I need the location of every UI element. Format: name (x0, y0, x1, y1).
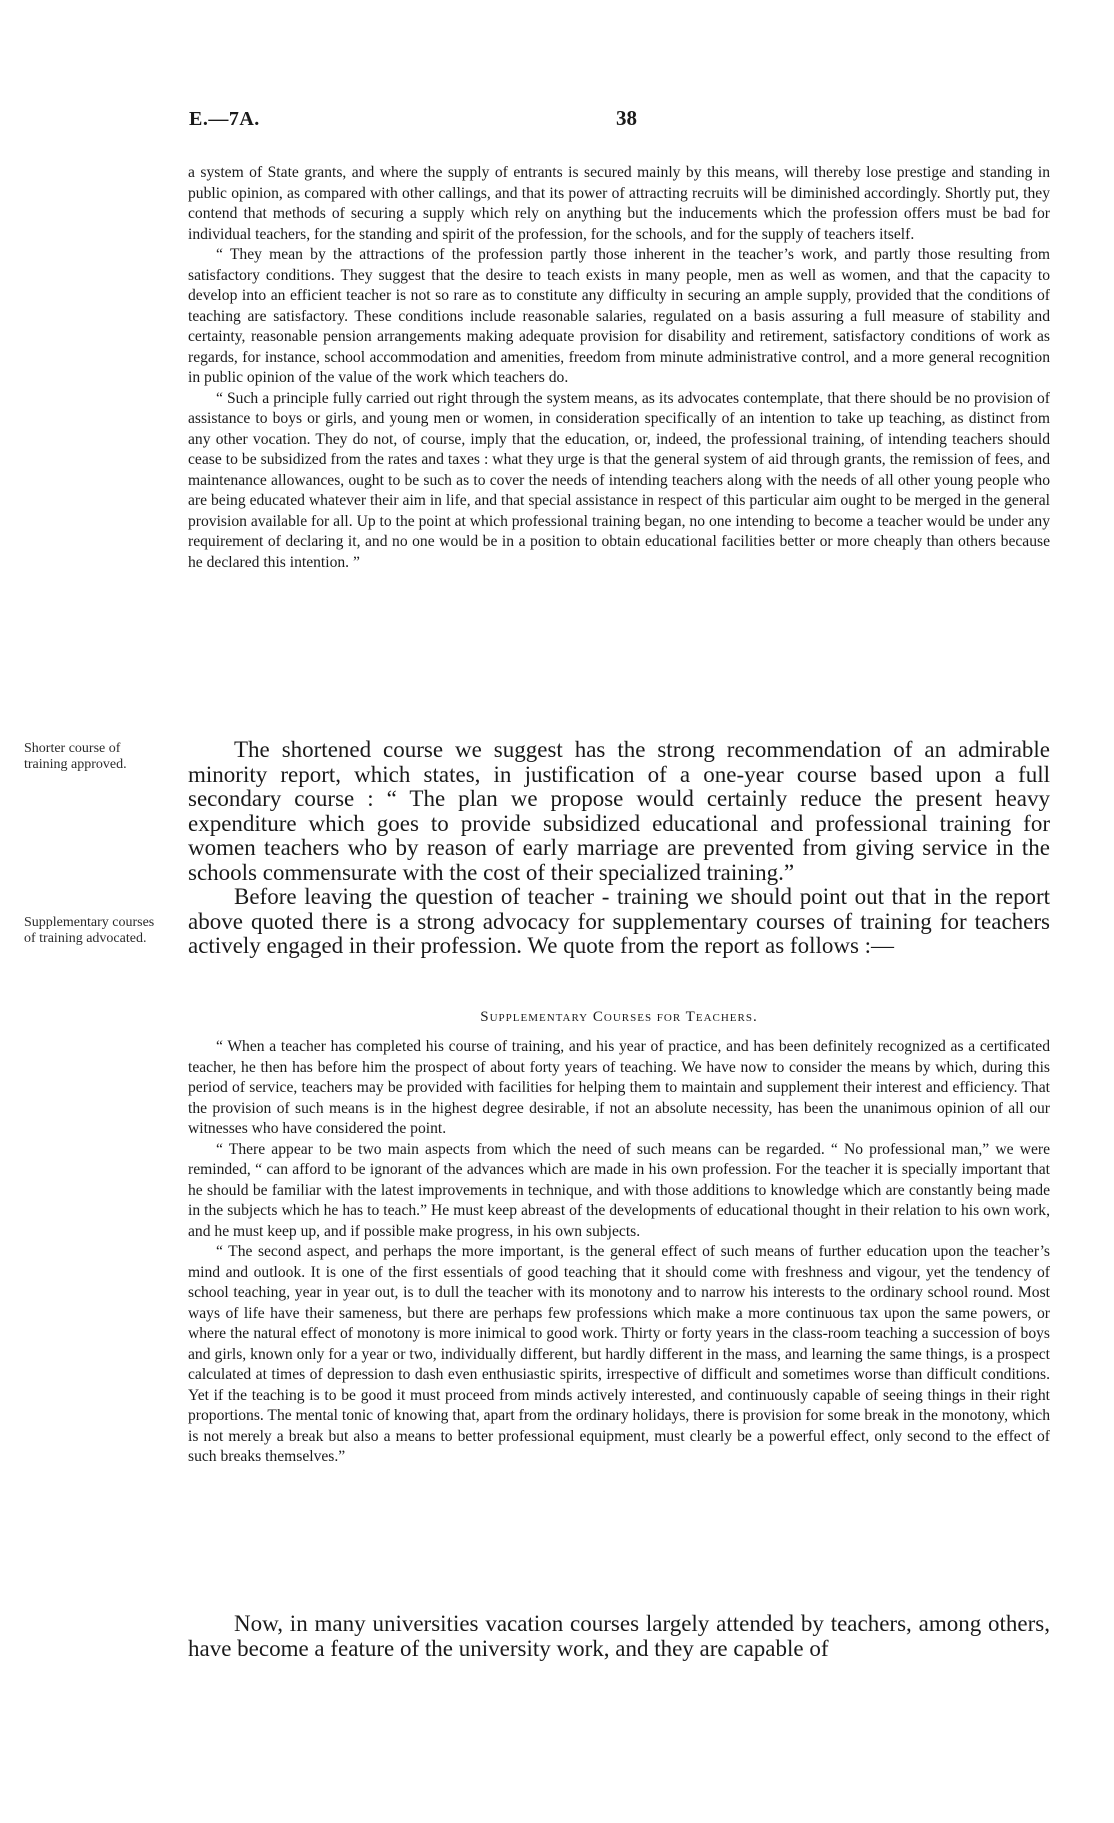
quoted-passage-top (188, 163, 1050, 573)
paragraph: Now, in many universities vacation courses largely attended by teachers, among others, have become a feature of the university work, and they are capable of (188, 1611, 1050, 1661)
margin-note-shorter-course: Shorter course of training approved. (24, 741, 127, 772)
paragraph: “ The second aspect, and perhaps the more important, is the general effect of such means of further education upon the teacher’s mind and outlook. It is one of the first essentials of good teaching that it should come with freshness and vigour, yet the tendency of school teaching, year in year out, is to dull the teacher with its monotony and to narrow his interests to the ordinary school round. Most ways of life have their sameness, but there are perhaps few professions which make a more continuous tax upon the same powers, or where the natural effect of monotony is more inimical to good work. Thirty or forty years in the class-room teaching a succession of boys and girls, known only for a year or two, individually different, but hardly different in the mass, and learning the same things, is a prospect calculated at times of depression to dash even enthusiastic spirits, irrespective of difficult and sometimes worse than difficult conditions. Yet if the teaching is to be good it must proceed from minds actively interested, and continuously capable of seeing things in their right proportions. The mental tonic of knowing that, apart from the ordinary holidays, there is provision for some break in the monotony, which is not merely a break but also a means to better professional equipment, must clearly be a powerful effect, only second to the effect of such breaks themselves.” (188, 1243, 1050, 1465)
margin-note-supplementary-courses: Supplementary courses of training advocated. (24, 915, 155, 946)
paragraph: “ Such a principle fully carried out right through the system means, as its advocates contemplate, that there should be no provision of assistance to boys or girls, and young men or women, in consideration specifically of an intention to take up teaching, as distinct from any other vocation. They do not, of course, imply that the education, or, indeed, the professional training, of intending teachers should cease to be subsidized from the rates and taxes : what they urge is that the general system of aid through grants, the remission of fees, and maintenance allowances, ought to be such as to cover the needs of intending teachers along with the needs of all other young people who are being educated whatever their aim in life, and that special assistance in respect of this particular aim ought to be merged in the general provision available for all. Up to the point at which professional training began, no one intending to become a teacher would be under any requirement of declaring it, and no one would be in a position to obtain educational facilities better or more cheaply than others because he declared this intention. ” (188, 389, 1050, 571)
paragraph: “ They mean by the attractions of the profession partly those inherent in the teacher’s work, and partly those resulting from satisfactory conditions. They suggest that the desire to teach exists in many people, men as well as women, and that the capacity to develop into an efficient teacher is not so rare as to constitute any difficulty in securing an ample supply, provided that the conditions of teaching are satisfactory. These conditions include reasonable salaries, regulated on a basis assuring a full measure of stability and certainty, reasonable pension arrangements making adequate provision for disability and retirement, satisfactory conditions of work as regards, for instance, school accommodation and amenities, freedom from minute administrative control, and a more general recognition in public opinion of the value of the work which teachers do. (188, 246, 1050, 386)
page-number: 38 (616, 106, 637, 130)
paragraph: “ There appear to be two main aspects from which the need of such means can be regarded. “ No professional man,” we were reminded, “ can afford to be ignorant of the advances which are made in his own profession. For the teacher it is specially important that he should be familiar with the latest improvements in technique, and with those additions to knowledge which are constantly being made in the subjects which he has to teach.” He must keep abreast of the developments of educational thought in their relation to his own work, and he must keep up, and if possible make progress, in his own subjects. (188, 1140, 1050, 1240)
paragraph: “ When a teacher has completed his course of training, and his year of practice, and has been definitely recognized as a certificated teacher, he then has before him the prospect of about forty years of teaching. We have now to consider the means by which, during this period of service, teachers may be provided with facilities for helping them to maintain and supplement their interest and efficiency. That the provision of such means is in the highest degree desirable, if not an absolute necessity, has been the unanimous opinion of all our witnesses who have considered the point. (188, 1038, 1050, 1137)
main-text-bottom (188, 1612, 1050, 1661)
section-heading: Supplementary Courses for Teachers. (480, 1009, 758, 1025)
quoted-passage-bottom (188, 1037, 1050, 1468)
paragraph: a system of State grants, and where the supply of entrants is secured mainly by this means, will thereby lose prestige and standing in public opinion, as compared with other callings, and that its power of attracting recruits will be diminished accordingly. Shortly put, they contend that methods of securing a supply which rely on anything but the inducements which the profession offers must be bad for individual teachers, for the standing and spirit of the profession, for the schools, and for the supply of teachers itself. (188, 164, 1050, 243)
paragraph: Before leaving the question of teacher - training we should point out that in the report above quoted there is a strong advocacy for supplementary courses of training for teachers actively engaged in their profession. We quote from the report as follows :— (188, 884, 1050, 958)
section-heading-wrap (188, 1007, 1050, 1030)
paragraph: The shortened course we suggest has the strong recommendation of an admirable minority report, which states, in justification of a one-year course based upon a full secondary course : “ The plan we propose would certainly reduce the present heavy expenditure which goes to provide subsidized educational and professional training for women teachers who by reason of early marriage are prevented from giving service in the schools commensurate with the cost of their specialized training.” (188, 737, 1050, 885)
document-reference: E.—7A. (189, 108, 260, 130)
main-text (188, 738, 1050, 959)
